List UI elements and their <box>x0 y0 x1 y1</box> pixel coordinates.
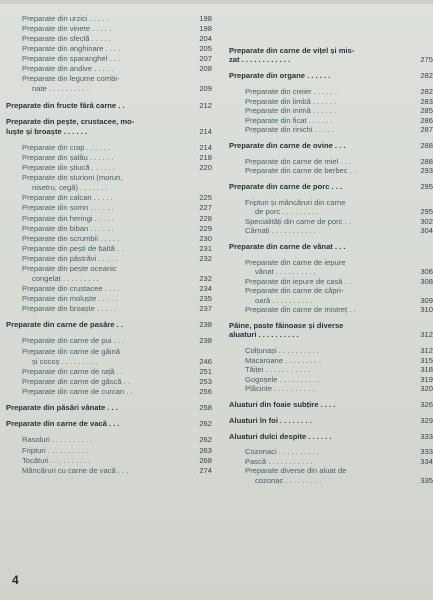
toc-entry-title: Preparate din pește oceanic <box>22 263 117 273</box>
toc-page-number: 283 <box>420 96 433 106</box>
toc-entry-title: Preparate din ficat . . . . . . <box>245 115 332 125</box>
toc-entry <box>22 347 212 357</box>
toc-page-number: 232 <box>199 253 212 263</box>
toc-entry-title: Preparate din carne de mistreț . . <box>245 305 356 315</box>
toc-entry-title: Mâncăruri cu carne de vacă . . . <box>22 465 129 475</box>
toc-page-number: 285 <box>420 106 433 116</box>
toc-entry-title: Preparate din carne de rață . . <box>22 366 123 376</box>
toc-entry <box>22 456 212 466</box>
toc-section-heading <box>229 330 433 340</box>
toc-entry <box>22 466 212 476</box>
toc-entry-title: Pască . . . . . . . . . . . <box>245 456 313 466</box>
toc-entry-title: Preparate din urzici . . . . . <box>22 14 109 23</box>
toc-entry <box>22 435 212 445</box>
toc-page-number: 204 <box>199 34 212 44</box>
toc-entry-title: Preparate diverse din aluat de <box>245 466 347 476</box>
toc-entry-title: Preparate din fructe fără carne . . <box>6 100 125 110</box>
toc-section-heading <box>229 400 433 410</box>
toc-entry <box>22 214 212 224</box>
toc-entry <box>22 193 212 203</box>
toc-entry-title: Preparate din carne de berbec . . <box>245 166 357 176</box>
toc-page-number: 232 <box>199 273 212 283</box>
toc-page-number: 302 <box>420 216 433 226</box>
toc-entry-title: Preparate din somn . . . . . . <box>22 203 114 213</box>
toc-entry-title: Colțunași . . . . . . . . . . <box>245 346 319 356</box>
toc-entry-title: Preparate din broaște . . . . . <box>22 303 117 313</box>
toc-page-number: 268 <box>199 455 212 465</box>
toc-page-number: 229 <box>199 223 212 233</box>
toc-entry <box>22 143 212 153</box>
toc-page-number: 251 <box>199 366 212 376</box>
toc-entry <box>22 173 212 183</box>
toc-section-heading <box>6 127 212 137</box>
toc-page-number: 334 <box>420 456 433 466</box>
toc-page-number: 238 <box>199 336 212 346</box>
toc-entry <box>22 387 212 397</box>
toc-entry-title: Preparate din pești de baltă . . <box>22 243 124 253</box>
toc-entry <box>22 74 212 84</box>
toc-entry <box>22 274 212 284</box>
toc-entry-title: Rasoluri . . . . . . . . . . <box>22 435 93 445</box>
toc-entry-title: cozonac . . . . . . . . . <box>255 475 322 485</box>
toc-entry-title: Preparate din rinichi . . . . . <box>245 124 334 134</box>
toc-entry <box>245 305 433 315</box>
toc-entry <box>22 163 212 173</box>
toc-page-number: 329 <box>420 415 433 425</box>
toc-page-number: 208 <box>199 64 212 74</box>
toc-section-heading <box>6 320 212 330</box>
toc-entry-title: Fripturi și mâncăruri din carne <box>245 197 346 207</box>
toc-entry-title: Preparate din sturioni (morun, <box>22 173 123 183</box>
toc-entry <box>22 224 212 234</box>
toc-entry-title: Tăiței . . . . . . . . . . . <box>245 365 310 375</box>
toc-page-number: 214 <box>199 143 212 153</box>
toc-page-number: 234 <box>199 283 212 293</box>
toc-entry-title: Preparate din carne de căpri- <box>245 286 344 296</box>
toc-entry-title: Preparate din moluște . . . . . <box>22 293 118 303</box>
toc-entry <box>22 336 212 346</box>
toc-section-heading <box>6 419 212 429</box>
toc-entry-title: Preparate din carne de miel . . . <box>245 156 351 166</box>
toc-page-number: 315 <box>420 355 433 365</box>
toc-entry-title: Preparate din iepure de casă . . <box>245 276 351 286</box>
toc-entry-title: Preparate din crap . . . . . . <box>22 143 110 153</box>
toc-entry-title: Preparate din carne de pasăre . . <box>6 320 123 330</box>
toc-right-column <box>221 0 433 600</box>
toc-entry-title: Pâine, paste făinoase și diverse <box>229 320 344 330</box>
toc-page-number: 288 <box>420 156 433 166</box>
toc-page-number: 282 <box>420 87 433 97</box>
toc-page-number: 256 <box>199 386 212 396</box>
toc-entry <box>22 183 212 193</box>
toc-entry <box>245 476 433 486</box>
toc-page-number: 286 <box>420 115 433 125</box>
toc-entry-title: Fripturi . . . . . . . . . . <box>22 445 88 455</box>
toc-section-heading <box>6 403 212 413</box>
toc-page-number: 262 <box>199 419 212 429</box>
toc-page-number: 274 <box>199 465 212 475</box>
toc-entry <box>22 14 212 24</box>
toc-page-number: 310 <box>420 305 433 315</box>
toc-page-number: 320 <box>420 384 433 394</box>
toc-page-number: 295 <box>420 207 433 217</box>
toc-section-heading <box>6 101 212 111</box>
toc-page-number: 306 <box>420 267 433 277</box>
toc-page-number: 209 <box>199 84 212 94</box>
toc-entry-title: Aluaturi în foi . . . . . . . . <box>229 415 312 425</box>
toc-entry-title: Preparate din pește, crustacee, mo- <box>6 116 135 126</box>
toc-page-number: 312 <box>420 330 433 340</box>
toc-page-number: 319 <box>420 374 433 384</box>
toc-entry-title: Preparate din știucă . . . . . . <box>22 163 115 173</box>
toc-entry-title: Macaroane . . . . . . . . . <box>245 355 321 365</box>
toc-entry-title: Preparate din păstrăvi . . . . . <box>22 253 118 263</box>
toc-page-number: 282 <box>420 71 433 81</box>
toc-entry <box>245 166 433 176</box>
toc-section-heading <box>229 242 433 252</box>
toc-page-number: 228 <box>199 213 212 223</box>
toc-entry <box>22 446 212 456</box>
toc-entry-title: Specialități din carne de porc . . <box>245 216 351 226</box>
toc-page-number: 198 <box>199 14 212 23</box>
toc-page-number: 235 <box>199 293 212 303</box>
toc-entry-title: Preparate din șalău . . . . . . <box>22 153 114 163</box>
toc-entry-title: și cocoș . . . . . . . . . <box>32 356 98 366</box>
toc-entry-title: Preparate din andive . . . . . <box>22 64 114 74</box>
toc-section-heading <box>6 117 212 127</box>
toc-entry <box>22 203 212 213</box>
toc-entry <box>22 367 212 377</box>
toc-entry-title: Aluaturi din foaie subțire . . . . <box>229 399 336 409</box>
toc-entry-title: Preparate din carne de vacă . . . <box>6 419 120 429</box>
page-number: 4 <box>12 573 19 587</box>
toc-page-number: 246 <box>199 356 212 366</box>
toc-section-heading <box>229 55 433 65</box>
toc-page-number: 263 <box>199 445 212 455</box>
toc-entry-title: congelat . . . . . . . . . <box>32 273 99 283</box>
toc-entry-title: Preparate din carne de vânat . . . <box>229 242 346 251</box>
toc-entry <box>22 304 212 314</box>
toc-page-number: 225 <box>199 193 212 203</box>
toc-page-number: 207 <box>199 54 212 64</box>
toc-entry <box>22 64 212 74</box>
toc-entry-title: Preparate din calcan . . . . . <box>22 193 113 203</box>
toc-entry-title: Preparate din sparanghel . . . <box>22 54 120 64</box>
toc-entry <box>22 24 212 34</box>
toc-entry-title: Preparate din vinete . . . . . <box>22 24 112 34</box>
toc-page-number: 227 <box>199 203 212 213</box>
toc-entry-title: Preparate din păsări vânate . . . <box>6 402 118 412</box>
toc-entry-title: Preparate din carne de ovine . . . <box>229 140 346 150</box>
toc-page-number: 220 <box>199 163 212 173</box>
toc-entry-title: Plăcinte . . . . . . . . . . <box>245 384 315 394</box>
toc-page-number: 304 <box>420 226 433 236</box>
toc-entry <box>22 234 212 244</box>
toc-entry <box>22 84 212 94</box>
toc-entry-title: Preparate din inimă . . . . . . <box>245 106 337 116</box>
toc-entry <box>22 357 212 367</box>
toc-entry-title: de porc . . . . . . . . . <box>255 207 319 217</box>
toc-page-number: 293 <box>420 166 433 176</box>
toc-section-heading <box>229 141 433 151</box>
toc-entry <box>245 125 433 135</box>
toc-page-number: 295 <box>420 181 433 191</box>
toc-page-number: 238 <box>199 320 212 330</box>
toc-entry-title: oară . . . . . . . . . . <box>255 295 313 305</box>
toc-entry <box>22 264 212 274</box>
toc-page-number: 318 <box>420 365 433 375</box>
toc-entry-title: Preparate din sfeclă . . . . . <box>22 34 111 44</box>
toc-page-number: 308 <box>420 276 433 286</box>
toc-page-number: 253 <box>199 376 212 386</box>
toc-page-number: 287 <box>420 124 433 134</box>
toc-page-number: 333 <box>420 431 433 441</box>
toc-entry-title: Preparate din legume combi- <box>22 74 120 84</box>
toc-section-heading <box>229 71 433 81</box>
toc-left-column <box>0 0 212 600</box>
toc-entry <box>245 226 433 236</box>
toc-entry-title: Preparate din scrumbii . . . . . <box>22 233 120 243</box>
toc-entry-title: aluaturi . . . . . . . . . . <box>229 330 299 340</box>
toc-page-number: 288 <box>420 140 433 150</box>
toc-entry <box>22 254 212 264</box>
toc-section-heading <box>229 432 433 442</box>
toc-entry <box>22 44 212 54</box>
toc-entry <box>22 153 212 163</box>
toc-entry-title: nisetru, cegă) . . . . . . . <box>32 183 108 193</box>
toc-entry <box>22 244 212 254</box>
toc-entry-title: Preparate din carne de gâscă . . <box>22 376 131 386</box>
toc-entry-title: zat . . . . . . . . . . . . <box>229 55 291 65</box>
toc-page-number: 333 <box>420 447 433 457</box>
toc-entry-title: Preparate din carne de curcan . . <box>22 386 133 396</box>
toc-entry-title: Preparate din carne de pui . . . <box>22 336 125 346</box>
toc-page-number: 198 <box>199 24 212 34</box>
toc-entry <box>22 294 212 304</box>
toc-page-number: 214 <box>199 126 212 136</box>
toc-page-number: 262 <box>199 435 212 445</box>
toc-entry-title: Aluaturi dulci despite . . . . . . <box>229 431 332 441</box>
toc-page-number: 237 <box>199 303 212 313</box>
toc-entry-title: nate . . . . . . . . . . <box>32 84 89 94</box>
toc-entry-title: luște și broaște . . . . . . <box>6 126 88 136</box>
toc-entry <box>22 377 212 387</box>
toc-page-number: 326 <box>420 399 433 409</box>
toc-page-number: 212 <box>199 100 212 110</box>
toc-page-number: 309 <box>420 295 433 305</box>
toc-entry-title: Preparate din biban . . . . . . <box>22 223 114 233</box>
toc-entry <box>22 54 212 64</box>
toc-page-number: 275 <box>420 55 433 65</box>
toc-entry-title: Preparate din carne de iepure <box>245 257 346 267</box>
toc-entry <box>245 384 433 394</box>
toc-entry-title: Preparate din carne de porc . . . <box>229 181 343 191</box>
toc-entry <box>22 34 212 44</box>
toc-entry <box>22 284 212 294</box>
toc-entry-title: Preparate din anghinare . . . . <box>22 44 121 54</box>
toc-page-number: 312 <box>420 346 433 356</box>
toc-section-heading <box>229 182 433 192</box>
toc-page-number: 218 <box>199 153 212 163</box>
toc-page-number: 230 <box>199 233 212 243</box>
toc-entry-title: vânat . . . . . . . . . . <box>255 267 316 277</box>
toc-entry-title: Preparate din carne de vițel și mis- <box>229 46 355 55</box>
toc-page-number: 335 <box>420 475 433 485</box>
toc-page-number: 258 <box>199 402 212 412</box>
toc-entry-title: Preparate din crustacee . . . . <box>22 283 120 293</box>
toc-entry-title: Cozonaci . . . . . . . . . . <box>245 447 319 457</box>
toc-entry-title: Preparate din carne de găină <box>22 346 120 356</box>
toc-entry-title: Preparate din organe . . . . . . <box>229 71 331 81</box>
toc-page-number: 205 <box>199 44 212 54</box>
toc-entry-title: Preparate din creier . . . . . . <box>245 87 338 97</box>
toc-entry-title: Tocături . . . . . . . . . . <box>22 455 91 465</box>
toc-entry-title: Preparate din limbă . . . . . . <box>245 96 337 106</box>
toc-entry-title: Gogoșele . . . . . . . . . . <box>245 374 320 384</box>
toc-section-heading <box>229 416 433 426</box>
toc-entry-title: Cârnați . . . . . . . . . . . <box>245 226 316 236</box>
toc-page-number: 231 <box>199 243 212 253</box>
toc-entry-title: Preparate din heringi . . . . . <box>22 213 114 223</box>
